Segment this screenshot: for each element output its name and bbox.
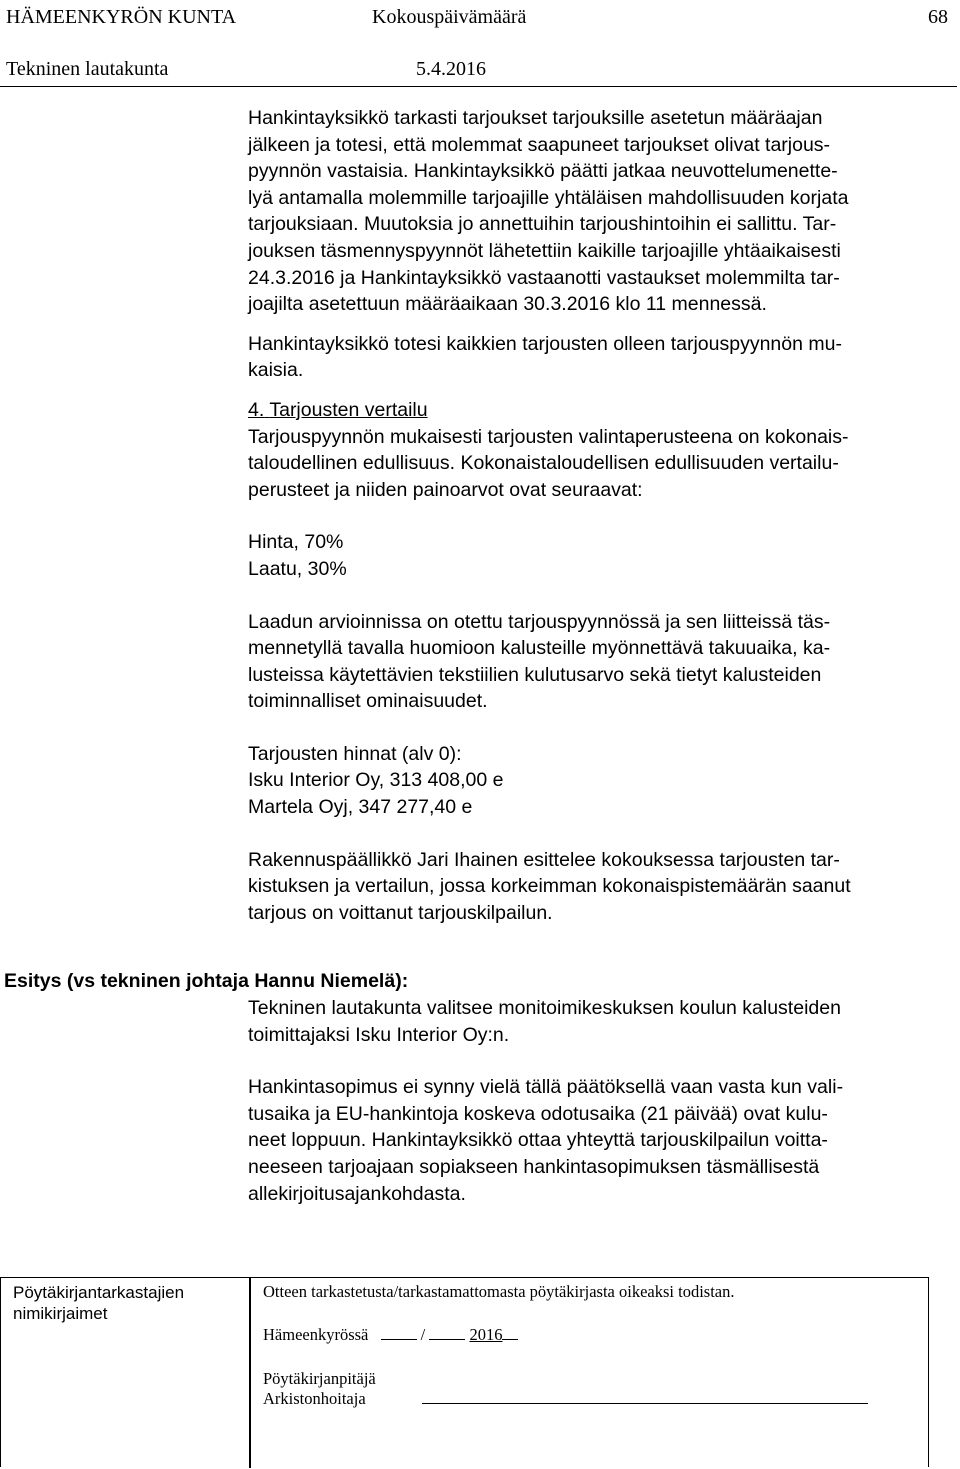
initials-label: Pöytäkirjantarkastajien nimikirjaimet: [13, 1283, 185, 1323]
proposal-decision: Tekninen lautakunta valitsee monitoimikeskuksen koulun kalusteiden toimittajaksi Isku Interior Oy:n.: [248, 997, 841, 1046]
page-number: 68: [928, 6, 948, 28]
day-blank: [381, 1325, 417, 1340]
board-name: Tekninen lautakunta: [6, 58, 169, 80]
proposal-label: Esitys (vs tekninen johtaja Hannu Niemelä):: [4, 970, 409, 992]
section-heading: [248, 397, 938, 424]
signature-line: [422, 1389, 868, 1404]
footer-box: [0, 1277, 929, 1467]
role-secretary: Pöytäkirjanpitäjä: [263, 1369, 376, 1388]
paragraph-quality: Laadun arvioinnissa on otettu tarjouspyynnössä ja sen liitteissä täs- mennetyllä tavalla huomioon kalusteille myönnettävä takuuaika, ka- lusteissa käytettävien tekstiilien kulutusarvo sekä tietyt kalusteiden toiminnalliset ominaisuudet.: [248, 610, 831, 713]
paragraph-presentation: Rakennuspäällikkö Jari Ihainen esittelee kokouksessa tarjousten tar- kistuksen ja vertailun, jossa korkeimman kokonaispistemäärän saanut tarjous on voittanut tarjouskilpailun.: [248, 848, 851, 924]
section-number: 4.: [248, 398, 265, 421]
role-archivist: Arkistonhoitaja: [263, 1389, 868, 1409]
paragraph-conformity: Hankintayksikkö totesi kaikkien tarjousten olleen tarjouspyynnön mu- kaisia.: [248, 332, 842, 382]
paragraph-criteria-intro: Tarjouspyynnön mukaisesti tarjousten valintaperusteena on kokonais- taloudellinen edullisuus. Kokonaistaloudellisen edullisuuden vertailu- perusteet ja niiden painoarvot ovat seuraavat:: [248, 425, 849, 501]
section-title: Tarjousten vertailu: [269, 398, 428, 421]
date-label: Kokouspäivämäärä: [372, 6, 527, 28]
criterion-price: Hinta, 70%: [248, 531, 344, 554]
header-rule: [0, 86, 957, 87]
proposal-body: [248, 995, 938, 1207]
date-line: [263, 1325, 518, 1345]
paragraph-review: Hankintayksikkö tarkasti tarjoukset tarjouksille asetetun määräajan jälkeen ja totesi, että molemmat saapuneet tarjoukset olivat tarjous- pyynnön vastaisia. Hankintayksikkö päätti jatkaa neuvottelumenette- lyä antamalla molemmille tarjoajille yhtäläisen mahdollisuuden korjata tarjouksiaan. Muutoksia jo annettuihin tarjoushintoihin ei sallittu. Tar- jouksen täsmennyspyynnöt lähetettiin kaikille tarjoajille yhtäaikaisesti 24.3.2016 ja Hankintayksikkö vastaanotti vastaukset molemmilta tar- joajilta asetettuun määräaikaan 30.3.2016 klo 11 mennessä.: [248, 107, 849, 316]
certify-text: Otteen tarkastetusta/tarkastamattomasta pöytäkirjasta oikeaksi todistan.: [263, 1282, 735, 1301]
criterion-quality: Laatu, 30%: [248, 557, 347, 580]
proposal-contract-note: Hankintasopimus ei synny vielä tällä päätöksellä vaan vasta kun vali- tusaika ja EU-hankintoja koskeva odotusaika (21 päivää) ovat kulu- neet loppuun. Hankintayksikkö ottaa yhteyttä tarjouskilpailun voitta- neeseen tarjoajaan sopiakseen hankintasopimuksen täsmällisestä allekirjoitusajankohdasta.: [248, 1076, 844, 1205]
date-slash: /: [420, 1325, 426, 1344]
date-year: 2016: [469, 1325, 503, 1344]
footer-divider: [249, 1278, 251, 1468]
price-list: Tarjousten hinnat (alv 0): Isku Interior Oy, 313 408,00 e Martela Oyj, 347 277,40 e: [248, 742, 504, 819]
month-blank: [429, 1325, 465, 1340]
municipality-name: HÄMEENKYRÖN KUNTA: [6, 6, 237, 28]
main-body: [248, 105, 938, 926]
place-name: Hämeenkyrössä: [263, 1325, 369, 1344]
criteria-list: [248, 529, 938, 582]
meeting-date: 5.4.2016: [416, 58, 486, 80]
year-tail-blank: [502, 1325, 518, 1340]
